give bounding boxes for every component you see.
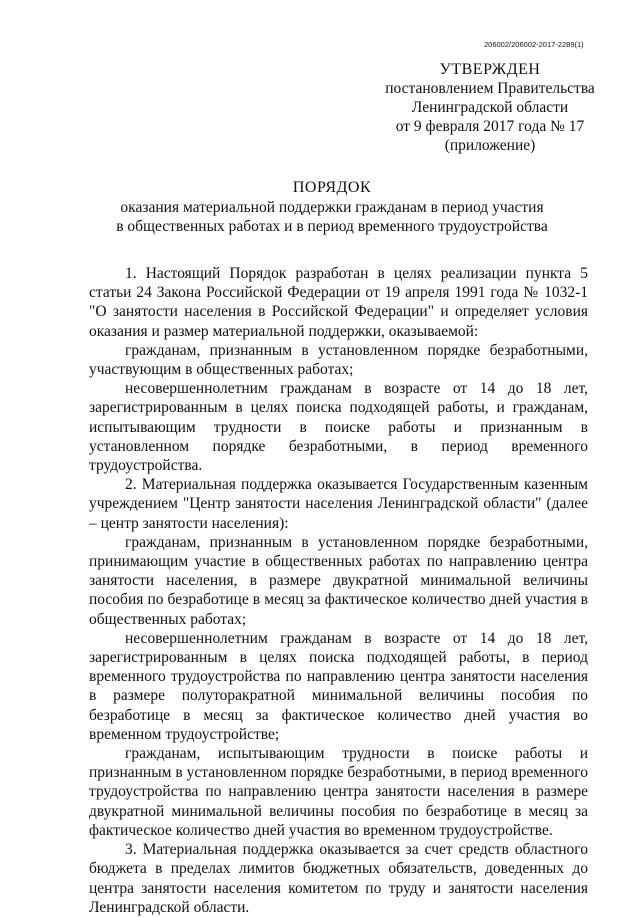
approval-line: постановлением Правительства <box>385 80 595 97</box>
paragraph: гражданам, испытывающим трудности в поиске работы и признанным в установленном порядке безработными, в период временного трудоустройства по направлению центра занятости населения в размере двукратной минимальной величины пособия по безработице в месяц за фактическое количество дней участия во временном трудоустройстве. <box>89 745 588 839</box>
paragraph: 1. Настоящий Порядок разработан в целях реализации пункта 5 статьи 24 Закона Российской Федерации от 19 апреля 1991 года № 1032-1 "О занятости населения в Российской Федерации" и определяет условия оказания и размер материальной поддержки, оказываемой: <box>89 265 588 340</box>
approval-line: Ленинградской области <box>411 99 569 116</box>
paragraph: гражданам, признанным в установленном порядке безработными, принимающим участие в общественных работах по направлению центра занятости населения, в размере двукратной минимальной величины пособия по безработице в месяц за фактическое количество дней участия в общественных работах; <box>89 533 588 628</box>
approval-line: (приложение) <box>444 137 536 154</box>
document-body <box>89 264 588 917</box>
approval-stamp <box>360 60 620 155</box>
approval-line: от 9 февраля 2017 года № 17 <box>395 118 585 135</box>
paragraph: несовершеннолетним гражданам в возрасте от 14 до 18 лет, зарегистрированным в целях поиска подходящей работы, в период временного трудоустройства по направлению центра занятости населения в размере полуторакратной минимальной величины пособия по безработице в месяц за фактическое количество дней участия во временном трудоустройстве; <box>89 629 588 743</box>
paragraph: 2. Материальная поддержка оказывается Государственным казенным учреждением "Центр занятости населения Ленинградской области" (далее – центр занятости населения): <box>89 476 588 532</box>
paragraph: несовершеннолетним гражданам в возрасте от 14 до 18 лет, зарегистрированным в целях поиска подходящей работы, и гражданам, испытывающим трудности в поиске работы и признанным в установленном порядке безработными, в период временного трудоустройства. <box>89 380 588 475</box>
document-id: 206002/206002-2017-2289(1) <box>484 40 584 49</box>
document-subtitle-line: оказания материальной поддержки гражданам в период участия <box>120 199 544 216</box>
approval-heading: УТВЕРЖДЕН <box>439 61 541 78</box>
document-title: ПОРЯДОК <box>292 179 372 196</box>
document-subtitle-line: в общественных работах и в период временного трудоустройства <box>116 218 548 235</box>
paragraph: 3. Материальная поддержка оказывается за счет средств областного бюджета в пределах лимитов бюджетных обязательств, доведенных до центра занятости населения комитетом по труду и занятости населения Ленинградской области. <box>89 841 588 916</box>
document-title-block <box>90 178 574 236</box>
paragraph: гражданам, признанным в установленном порядке безработными, участвующим в общественных работах; <box>89 341 588 379</box>
